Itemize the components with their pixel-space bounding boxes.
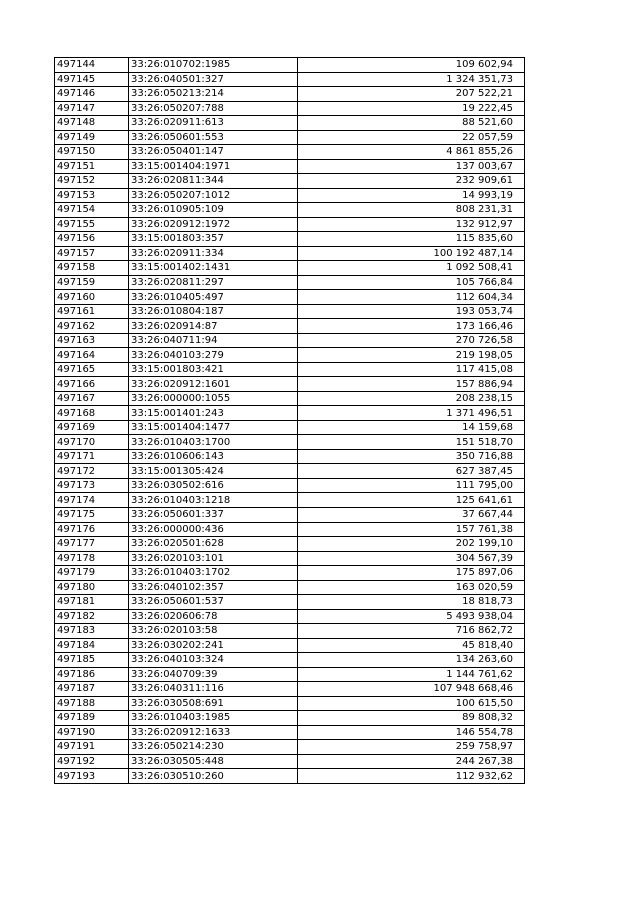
amount-cell: 112 604,34 [298, 290, 525, 305]
row-id-cell: 497162 [55, 319, 129, 334]
amount-cell: 100 192 487,14 [298, 246, 525, 261]
cadastral-number-cell: 33:26:040709:39 [129, 667, 298, 682]
row-id-cell: 497187 [55, 682, 129, 697]
cadastral-number-cell: 33:26:020501:628 [129, 537, 298, 552]
table-row [55, 609, 525, 624]
cadastral-number-cell: 33:15:001305:424 [129, 464, 298, 479]
amount-cell: 151 518,70 [298, 435, 525, 450]
row-id-cell: 497175 [55, 507, 129, 522]
table-row [55, 493, 525, 508]
cadastral-number-cell: 33:15:001803:421 [129, 362, 298, 377]
amount-cell: 146 554,78 [298, 725, 525, 740]
cadastral-number-cell: 33:26:050213:214 [129, 87, 298, 102]
amount-cell: 89 808,32 [298, 711, 525, 726]
cadastral-number-cell: 33:26:040103:324 [129, 653, 298, 668]
cadastral-number-cell: 33:26:010905:109 [129, 203, 298, 218]
row-id-cell: 497155 [55, 217, 129, 232]
row-id-cell: 497167 [55, 391, 129, 406]
cadastral-number-cell: 33:26:050601:337 [129, 507, 298, 522]
row-id-cell: 497164 [55, 348, 129, 363]
cadastral-number-cell: 33:26:010403:1985 [129, 711, 298, 726]
cadastral-number-cell: 33:26:050207:1012 [129, 188, 298, 203]
cadastral-number-cell: 33:26:030508:691 [129, 696, 298, 711]
table-row [55, 391, 525, 406]
amount-cell: 134 263,60 [298, 653, 525, 668]
row-id-cell: 497180 [55, 580, 129, 595]
table-row [55, 725, 525, 740]
cadastral-number-cell: 33:26:010405:497 [129, 290, 298, 305]
table-row [55, 319, 525, 334]
table-row [55, 275, 525, 290]
amount-cell: 88 521,60 [298, 116, 525, 131]
table-row [55, 406, 525, 421]
row-id-cell: 497144 [55, 58, 129, 73]
table-row [55, 754, 525, 769]
table-row [55, 290, 525, 305]
table-row [55, 130, 525, 145]
amount-cell: 193 053,74 [298, 304, 525, 319]
cadastral-number-cell: 33:15:001404:1477 [129, 420, 298, 435]
table-row [55, 522, 525, 537]
row-id-cell: 497185 [55, 653, 129, 668]
cadastral-number-cell: 33:26:040103:279 [129, 348, 298, 363]
row-id-cell: 497169 [55, 420, 129, 435]
row-id-cell: 497166 [55, 377, 129, 392]
row-id-cell: 497152 [55, 174, 129, 189]
table-row [55, 537, 525, 552]
row-id-cell: 497186 [55, 667, 129, 682]
row-id-cell: 497156 [55, 232, 129, 247]
amount-cell: 175 897,06 [298, 566, 525, 581]
amount-cell: 14 993,19 [298, 188, 525, 203]
cadastral-number-cell: 33:26:010702:1985 [129, 58, 298, 73]
row-id-cell: 497189 [55, 711, 129, 726]
cadastral-number-cell: 33:26:020911:613 [129, 116, 298, 131]
amount-cell: 202 199,10 [298, 537, 525, 552]
row-id-cell: 497159 [55, 275, 129, 290]
table-row [55, 87, 525, 102]
row-id-cell: 497148 [55, 116, 129, 131]
cadastral-number-cell: 33:26:010403:1218 [129, 493, 298, 508]
amount-cell: 19 222,45 [298, 101, 525, 116]
row-id-cell: 497158 [55, 261, 129, 276]
row-id-cell: 497193 [55, 769, 129, 784]
row-id-cell: 497150 [55, 145, 129, 160]
amount-cell: 5 493 938,04 [298, 609, 525, 624]
cadastral-number-cell: 33:26:020811:297 [129, 275, 298, 290]
table-row [55, 188, 525, 203]
amount-cell: 627 387,45 [298, 464, 525, 479]
row-id-cell: 497168 [55, 406, 129, 421]
table-row [55, 566, 525, 581]
row-id-cell: 497149 [55, 130, 129, 145]
row-id-cell: 497146 [55, 87, 129, 102]
row-id-cell: 497174 [55, 493, 129, 508]
row-id-cell: 497179 [55, 566, 129, 581]
cadastral-number-cell: 33:26:050601:553 [129, 130, 298, 145]
table-row [55, 232, 525, 247]
amount-cell: 173 166,46 [298, 319, 525, 334]
cadastral-number-cell: 33:26:020912:1972 [129, 217, 298, 232]
table-row [55, 420, 525, 435]
table-row [55, 667, 525, 682]
table-row [55, 159, 525, 174]
cadastral-number-cell: 33:26:020914:87 [129, 319, 298, 334]
table-row [55, 304, 525, 319]
table-row [55, 478, 525, 493]
cadastral-number-cell: 33:26:020911:334 [129, 246, 298, 261]
amount-cell: 1 092 508,41 [298, 261, 525, 276]
cadastral-number-cell: 33:26:040501:327 [129, 72, 298, 87]
cadastral-number-cell: 33:26:000000:436 [129, 522, 298, 537]
row-id-cell: 497178 [55, 551, 129, 566]
cadastral-number-cell: 33:26:040311:116 [129, 682, 298, 697]
table-row [55, 58, 525, 73]
amount-cell: 157 761,38 [298, 522, 525, 537]
amount-cell: 117 415,08 [298, 362, 525, 377]
row-id-cell: 497176 [55, 522, 129, 537]
row-id-cell: 497173 [55, 478, 129, 493]
amount-cell: 232 909,61 [298, 174, 525, 189]
cadastral-number-cell: 33:26:050207:788 [129, 101, 298, 116]
cadastral-number-cell: 33:26:040711:94 [129, 333, 298, 348]
table-row [55, 116, 525, 131]
cadastral-number-cell: 33:26:020606:78 [129, 609, 298, 624]
amount-cell: 304 567,39 [298, 551, 525, 566]
row-id-cell: 497170 [55, 435, 129, 450]
amount-cell: 808 231,31 [298, 203, 525, 218]
table-row [55, 261, 525, 276]
row-id-cell: 497165 [55, 362, 129, 377]
row-id-cell: 497157 [55, 246, 129, 261]
table-row [55, 348, 525, 363]
row-id-cell: 497163 [55, 333, 129, 348]
cadastral-number-cell: 33:26:050601:537 [129, 595, 298, 610]
table-body [55, 58, 525, 784]
amount-cell: 125 641,61 [298, 493, 525, 508]
cadastral-number-cell: 33:26:050401:147 [129, 145, 298, 160]
table-row [55, 696, 525, 711]
table-row [55, 174, 525, 189]
row-id-cell: 497153 [55, 188, 129, 203]
amount-cell: 1 371 496,51 [298, 406, 525, 421]
cadastral-number-cell: 33:26:010804:187 [129, 304, 298, 319]
cadastral-number-cell: 33:26:010403:1702 [129, 566, 298, 581]
row-id-cell: 497181 [55, 595, 129, 610]
cadastral-number-cell: 33:26:030202:241 [129, 638, 298, 653]
amount-cell: 259 758,97 [298, 740, 525, 755]
amount-cell: 207 522,21 [298, 87, 525, 102]
table-row [55, 682, 525, 697]
table-row [55, 769, 525, 784]
cadastral-number-cell: 33:26:010403:1700 [129, 435, 298, 450]
table-row [55, 580, 525, 595]
amount-cell: 208 238,15 [298, 391, 525, 406]
amount-cell: 4 861 855,26 [298, 145, 525, 160]
cadastral-number-cell: 33:26:040102:357 [129, 580, 298, 595]
amount-cell: 107 948 668,46 [298, 682, 525, 697]
cadastral-number-cell: 33:26:030505:448 [129, 754, 298, 769]
amount-cell: 109 602,94 [298, 58, 525, 73]
row-id-cell: 497172 [55, 464, 129, 479]
table-row [55, 435, 525, 450]
amount-cell: 22 057,59 [298, 130, 525, 145]
amount-cell: 157 886,94 [298, 377, 525, 392]
amount-cell: 350 716,88 [298, 449, 525, 464]
table-row [55, 740, 525, 755]
row-id-cell: 497182 [55, 609, 129, 624]
amount-cell: 219 198,05 [298, 348, 525, 363]
row-id-cell: 497188 [55, 696, 129, 711]
cadastral-number-cell: 33:26:020103:58 [129, 624, 298, 639]
amount-cell: 115 835,60 [298, 232, 525, 247]
table-row [55, 595, 525, 610]
cadastral-number-cell: 33:26:010606:143 [129, 449, 298, 464]
cadastral-number-cell: 33:26:050214:230 [129, 740, 298, 755]
row-id-cell: 497160 [55, 290, 129, 305]
amount-cell: 163 020,59 [298, 580, 525, 595]
table-row [55, 638, 525, 653]
cadastral-number-cell: 33:15:001402:1431 [129, 261, 298, 276]
cadastral-number-cell: 33:26:020912:1633 [129, 725, 298, 740]
amount-cell: 111 795,00 [298, 478, 525, 493]
table-row [55, 377, 525, 392]
row-id-cell: 497184 [55, 638, 129, 653]
table-row [55, 653, 525, 668]
table-row [55, 464, 525, 479]
row-id-cell: 497183 [55, 624, 129, 639]
row-id-cell: 497154 [55, 203, 129, 218]
cadastral-number-cell: 33:15:001803:357 [129, 232, 298, 247]
row-id-cell: 497147 [55, 101, 129, 116]
table-row [55, 362, 525, 377]
amount-cell: 18 818,73 [298, 595, 525, 610]
table-row [55, 624, 525, 639]
table-row [55, 551, 525, 566]
row-id-cell: 497161 [55, 304, 129, 319]
table-row [55, 507, 525, 522]
table-row [55, 449, 525, 464]
amount-cell: 132 912,97 [298, 217, 525, 232]
table-row [55, 72, 525, 87]
cadastral-number-cell: 33:26:020912:1601 [129, 377, 298, 392]
amount-cell: 1 324 351,73 [298, 72, 525, 87]
amount-cell: 100 615,50 [298, 696, 525, 711]
amount-cell: 105 766,84 [298, 275, 525, 290]
amount-cell: 244 267,38 [298, 754, 525, 769]
table-row [55, 217, 525, 232]
cadastral-number-cell: 33:15:001404:1971 [129, 159, 298, 174]
amount-cell: 716 862,72 [298, 624, 525, 639]
amount-cell: 112 932,62 [298, 769, 525, 784]
data-table [54, 57, 525, 784]
table-row [55, 101, 525, 116]
cadastral-number-cell: 33:15:001401:243 [129, 406, 298, 421]
cadastral-number-cell: 33:26:020103:101 [129, 551, 298, 566]
amount-cell: 37 667,44 [298, 507, 525, 522]
cadastral-number-cell: 33:26:030502:616 [129, 478, 298, 493]
row-id-cell: 497145 [55, 72, 129, 87]
amount-cell: 137 003,67 [298, 159, 525, 174]
table-row [55, 203, 525, 218]
row-id-cell: 497177 [55, 537, 129, 552]
row-id-cell: 497191 [55, 740, 129, 755]
cadastral-number-cell: 33:26:030510:260 [129, 769, 298, 784]
row-id-cell: 497171 [55, 449, 129, 464]
cadastral-number-cell: 33:26:000000:1055 [129, 391, 298, 406]
cadastral-number-cell: 33:26:020811:344 [129, 174, 298, 189]
table-row [55, 333, 525, 348]
table-row [55, 145, 525, 160]
table-row [55, 246, 525, 261]
row-id-cell: 497192 [55, 754, 129, 769]
row-id-cell: 497151 [55, 159, 129, 174]
row-id-cell: 497190 [55, 725, 129, 740]
amount-cell: 270 726,58 [298, 333, 525, 348]
amount-cell: 14 159,68 [298, 420, 525, 435]
amount-cell: 1 144 761,62 [298, 667, 525, 682]
table-row [55, 711, 525, 726]
amount-cell: 45 818,40 [298, 638, 525, 653]
